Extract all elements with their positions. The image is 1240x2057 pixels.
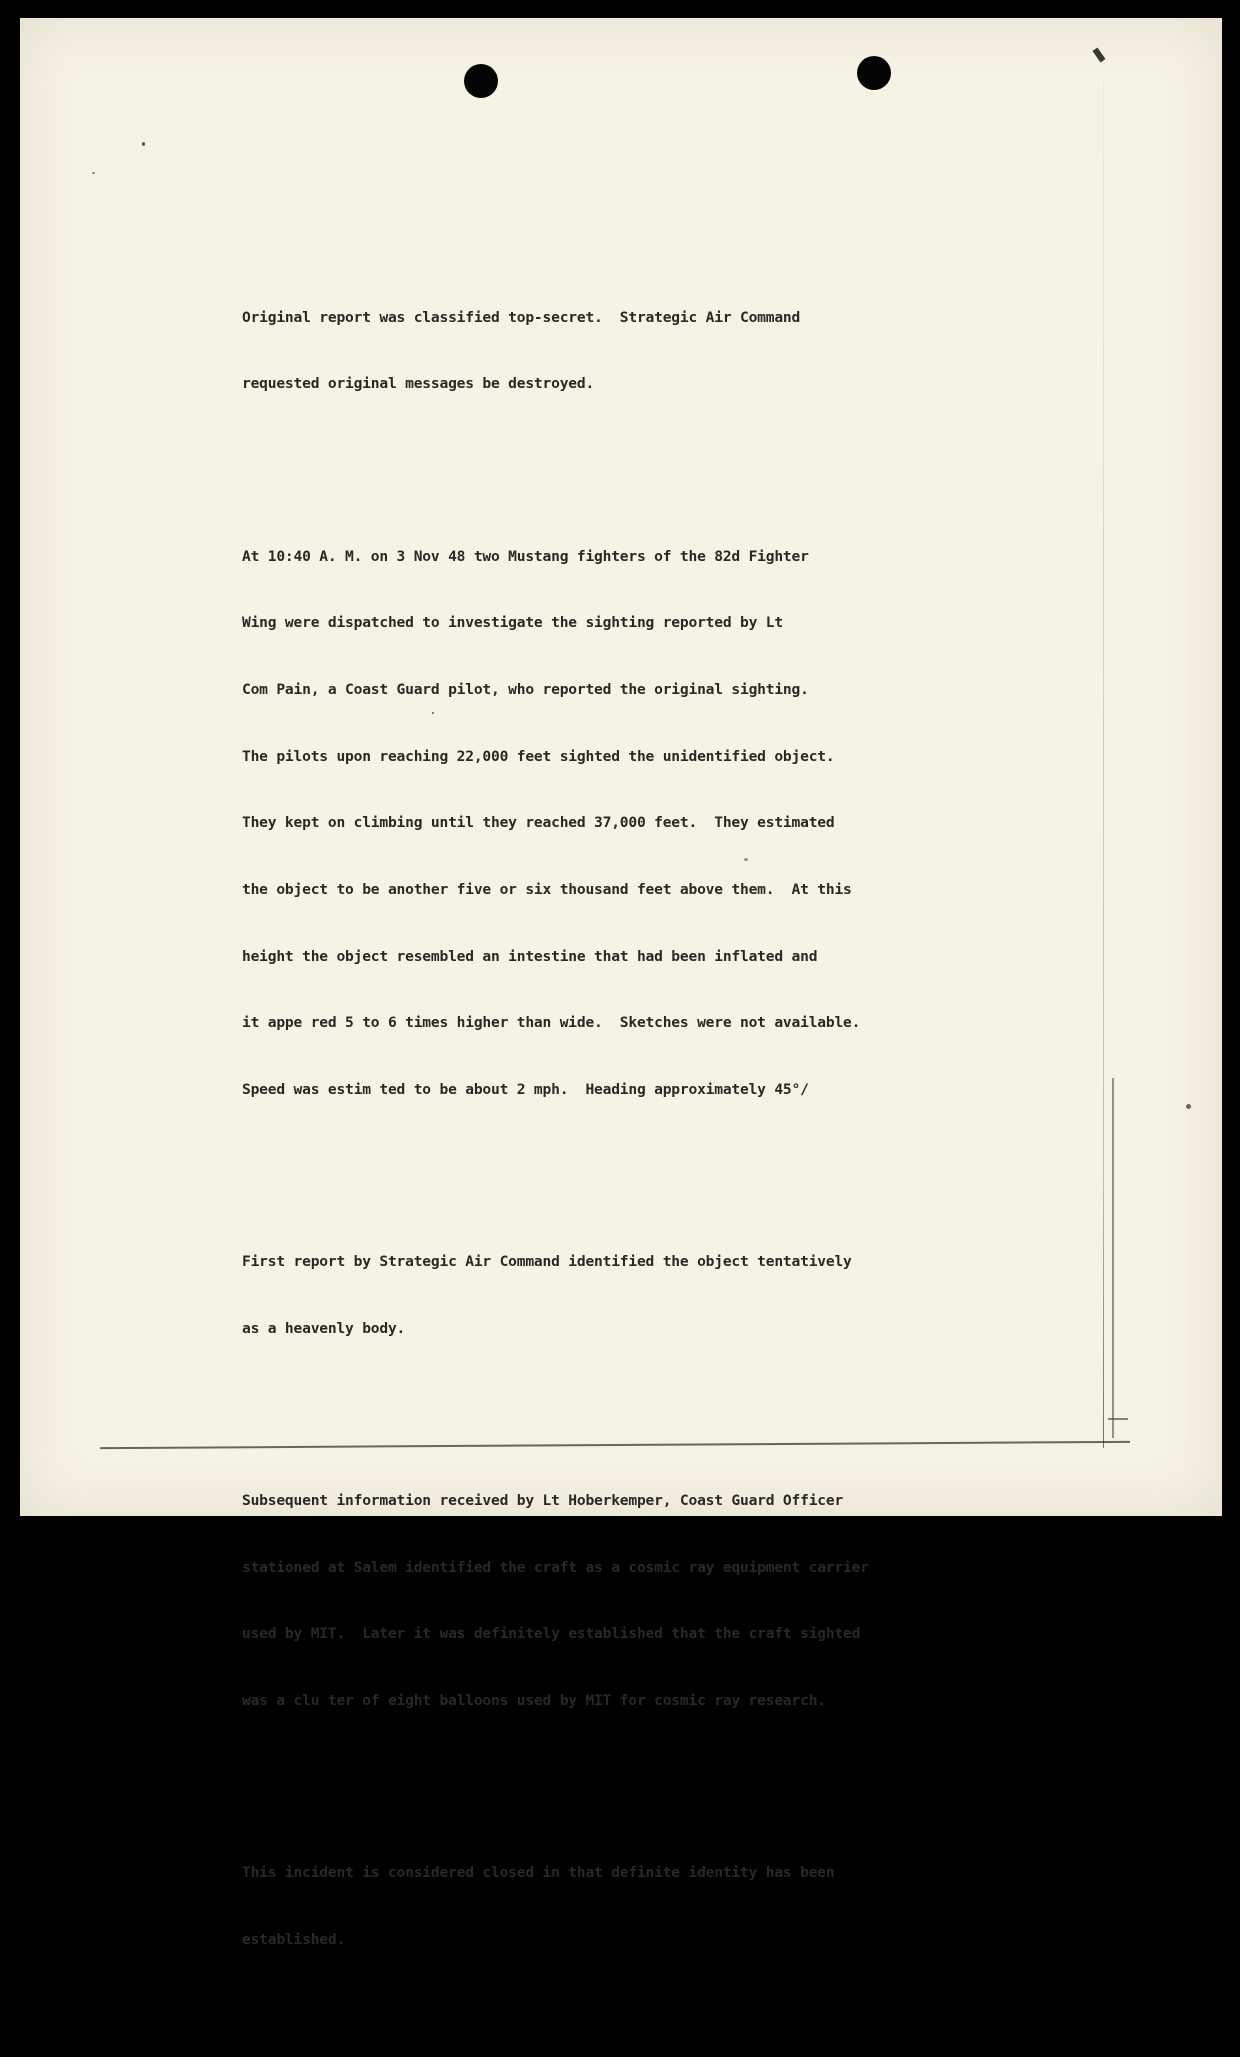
text-line: requested original messages be destroyed. (242, 375, 595, 393)
speck (142, 142, 145, 146)
punch-hole-right (857, 56, 891, 90)
paragraph-classification (242, 262, 1042, 440)
text-line: They kept on climbing until they reached 37,000 feet. They estimated (242, 814, 835, 832)
document-page (20, 18, 1222, 1949)
bottom-edge-tick (1108, 1418, 1128, 1420)
text-line: it appe red 5 to 6 times higher than wide. Sketches were not available. (242, 1014, 861, 1032)
text-line: established. (242, 1931, 346, 1949)
typed-report-body (242, 218, 1042, 2057)
text-line: The pilots upon reaching 22,000 feet sighted the unidentified object. (242, 747, 835, 765)
text-line: Original report was classified top-secret. Strategic Air Command (242, 308, 801, 326)
text-line: This incident is considered closed in that definite identity has been (242, 1864, 835, 1882)
speck (92, 172, 95, 174)
text-line: Wing were dispatched to investigate the sighting reported by Lt (242, 614, 783, 632)
paragraph-conclusion (242, 1818, 1042, 1996)
text-line: Subsequent information received by Lt Hoberkemper, Coast Guard Officer (242, 1492, 844, 1510)
paragraph-first-report (242, 1207, 1042, 1385)
fold-line-right-lower (1112, 1078, 1114, 1438)
text-line: Com Pain, a Coast Guard pilot, who reported the original sighting. (242, 681, 809, 699)
punch-hole-left (464, 64, 498, 98)
paragraph-sighting (242, 501, 1042, 1145)
text-line: At 10:40 A. M. on 3 Nov 48 two Mustang fighters of the 82d Fighter (242, 547, 809, 565)
text-line: used by MIT. Later it was definitely established that the craft sighted (242, 1625, 861, 1643)
fold-line-right (1103, 78, 1104, 1448)
corner-mark (1093, 48, 1106, 63)
text-line: stationed at Salem identified the craft as a cosmic ray equipment carrier (242, 1558, 869, 1576)
paragraph-subsequent-info (242, 1446, 1042, 1757)
text-line: was a clu ter of eight balloons used by MIT for cosmic ray research. (242, 1692, 826, 1709)
text-line: as a heavenly body. (242, 1319, 406, 1337)
text-line: First report by Strategic Air Command identified the object tentatively (242, 1253, 852, 1271)
speck (1186, 1104, 1191, 1109)
text-line: the object to be another five or six thousand feet above them. At this (242, 880, 852, 898)
text-line: Speed was estim ted to be about 2 mph. Heading approximately 45°/ (242, 1080, 809, 1098)
text-line: height the object resembled an intestine that had been inflated and (242, 947, 818, 965)
